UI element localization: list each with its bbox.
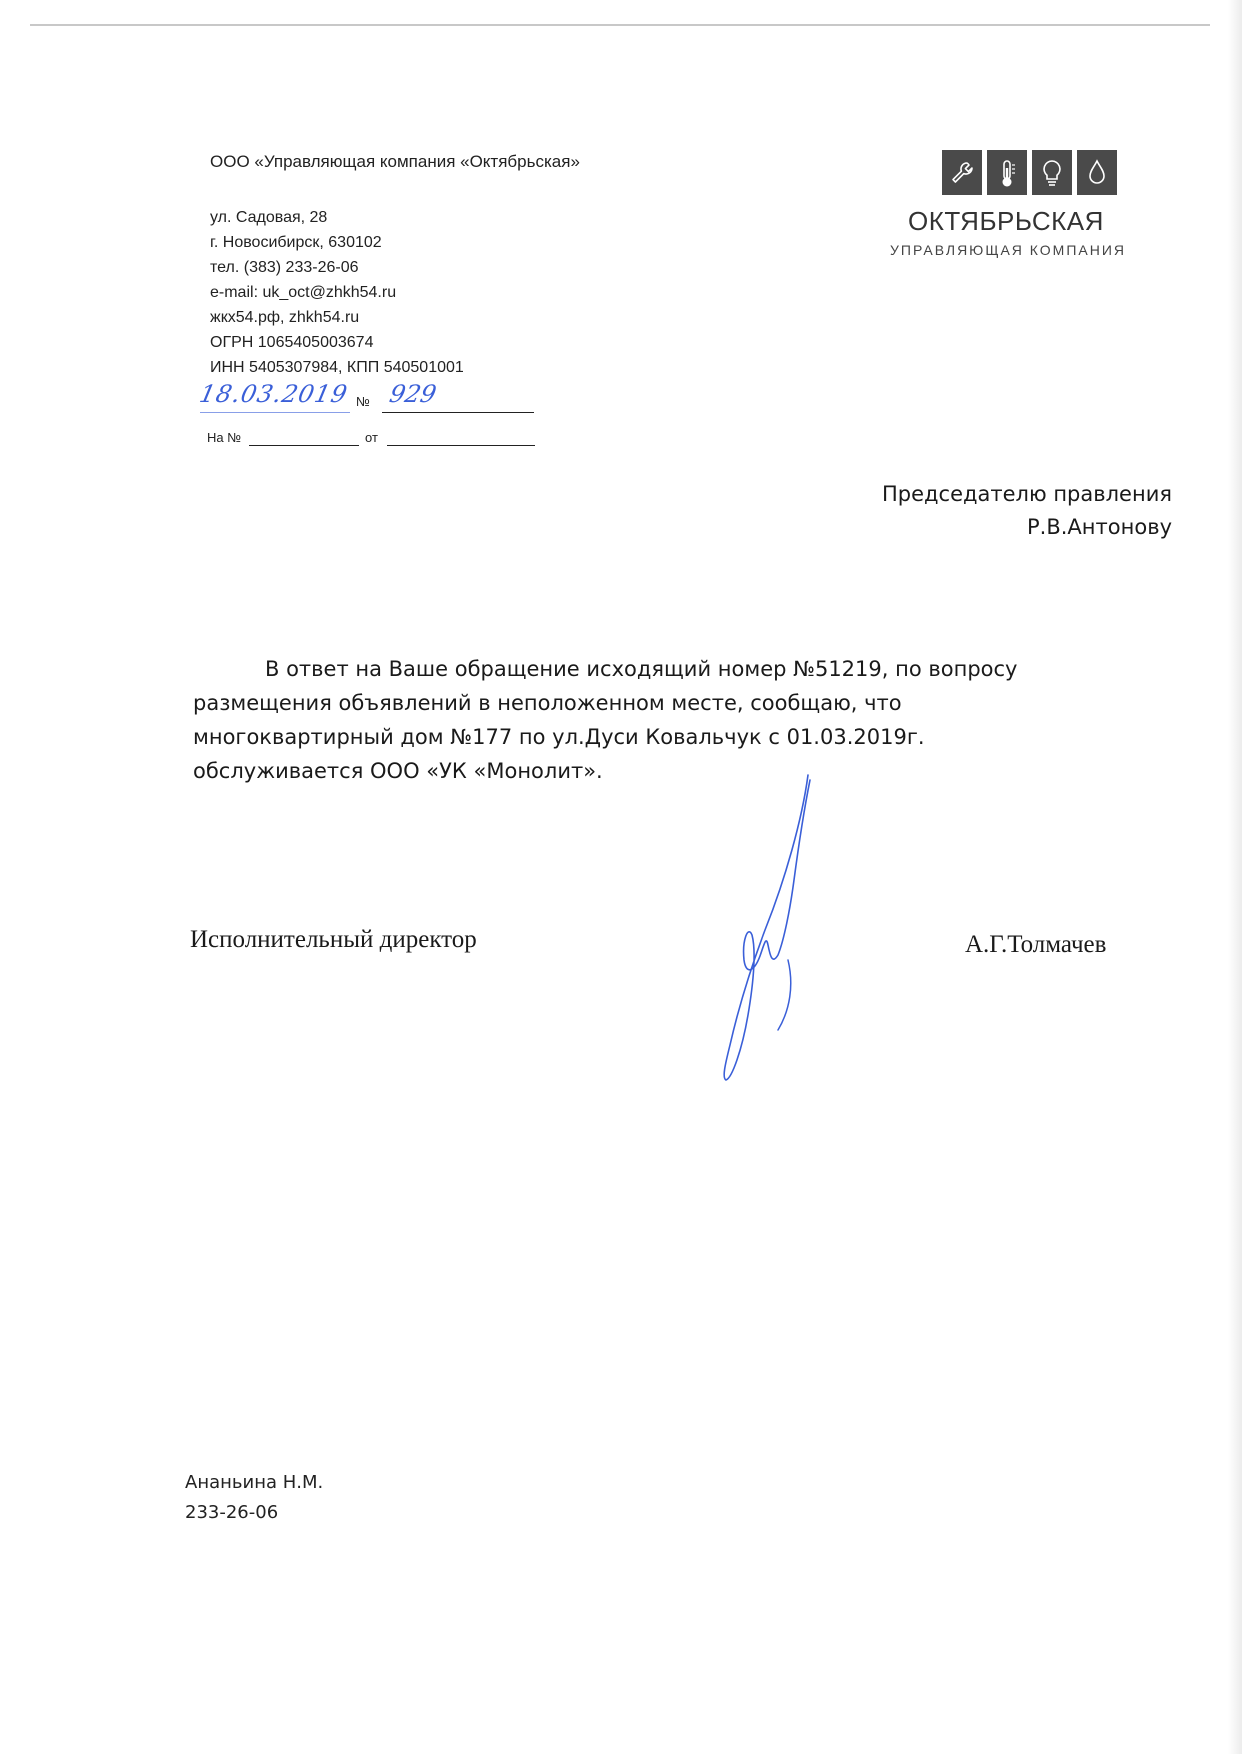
scan-top-line [30,24,1210,26]
signatory-title: Исполнительный директор [190,926,477,953]
executor-name: Ананьина Н.М. [185,1472,324,1493]
addressee [882,478,1172,544]
address-line: жкх54.рф, zhkh54.ru [210,309,360,326]
body-line: В ответ на Ваше обращение исходящий номер №51219, по вопросу [265,657,1018,681]
reference-date-blank [387,445,535,446]
registration-line [197,380,536,414]
body-line: многоквартирный дом №177 по ул.Дуси Ковальчук с 01.03.2019г. [193,725,925,749]
registration-date-handwritten: 18.03.2019 [197,380,351,408]
reference-date-label: от [365,430,378,445]
executor-info [185,1468,323,1528]
logo-title: ОКТЯБРЬСКАЯ [908,206,1104,236]
body-line: размещения объявлений в неположенном месте, сообщаю, что [193,691,902,715]
letter-body [193,652,1153,788]
address-line: ул. Садовая, 28 [210,209,328,226]
address-line: ОГРН 1065405003674 [210,334,374,351]
registration-number-handwritten: 929 [387,380,439,408]
reference-number-blank [249,445,359,446]
logo-icons [942,150,1117,195]
body-line: обслуживается ООО «УК «Монолит». [193,759,603,783]
thermometer-icon [987,150,1027,195]
signatory-name: А.Г.Толмачев [965,931,1107,958]
wrench-icon [942,150,982,195]
logo-subtitle: УПРАВЛЯЮЩАЯ КОМПАНИЯ [890,242,1127,258]
water-drop-icon [1077,150,1117,195]
address-line: e-mail: uk_oct@zhkh54.ru [210,284,397,301]
sender-address [210,205,464,380]
address-line: тел. (383) 233-26-06 [210,259,359,276]
reference-line [207,430,537,450]
addressee-name: Р.В.Антонову [1027,515,1172,539]
registration-number-label: № [356,394,370,409]
lightbulb-icon [1032,150,1072,195]
addressee-position: Председателю правления [881,482,1172,506]
company-logo [880,150,1170,260]
number-underline [382,412,534,413]
scan-edge-shadow [1228,0,1242,1754]
address-line: г. Новосибирск, 630102 [210,234,382,251]
date-underline [200,412,350,413]
executor-phone: 233-26-06 [185,1502,279,1523]
handwritten-signature [690,760,840,1090]
address-line: ИНН 5405307984, КПП 540501001 [210,359,464,376]
sender-org-name: ООО «Управляющая компания «Октябрьская» [210,152,580,171]
reference-number-label: На № [207,430,242,445]
